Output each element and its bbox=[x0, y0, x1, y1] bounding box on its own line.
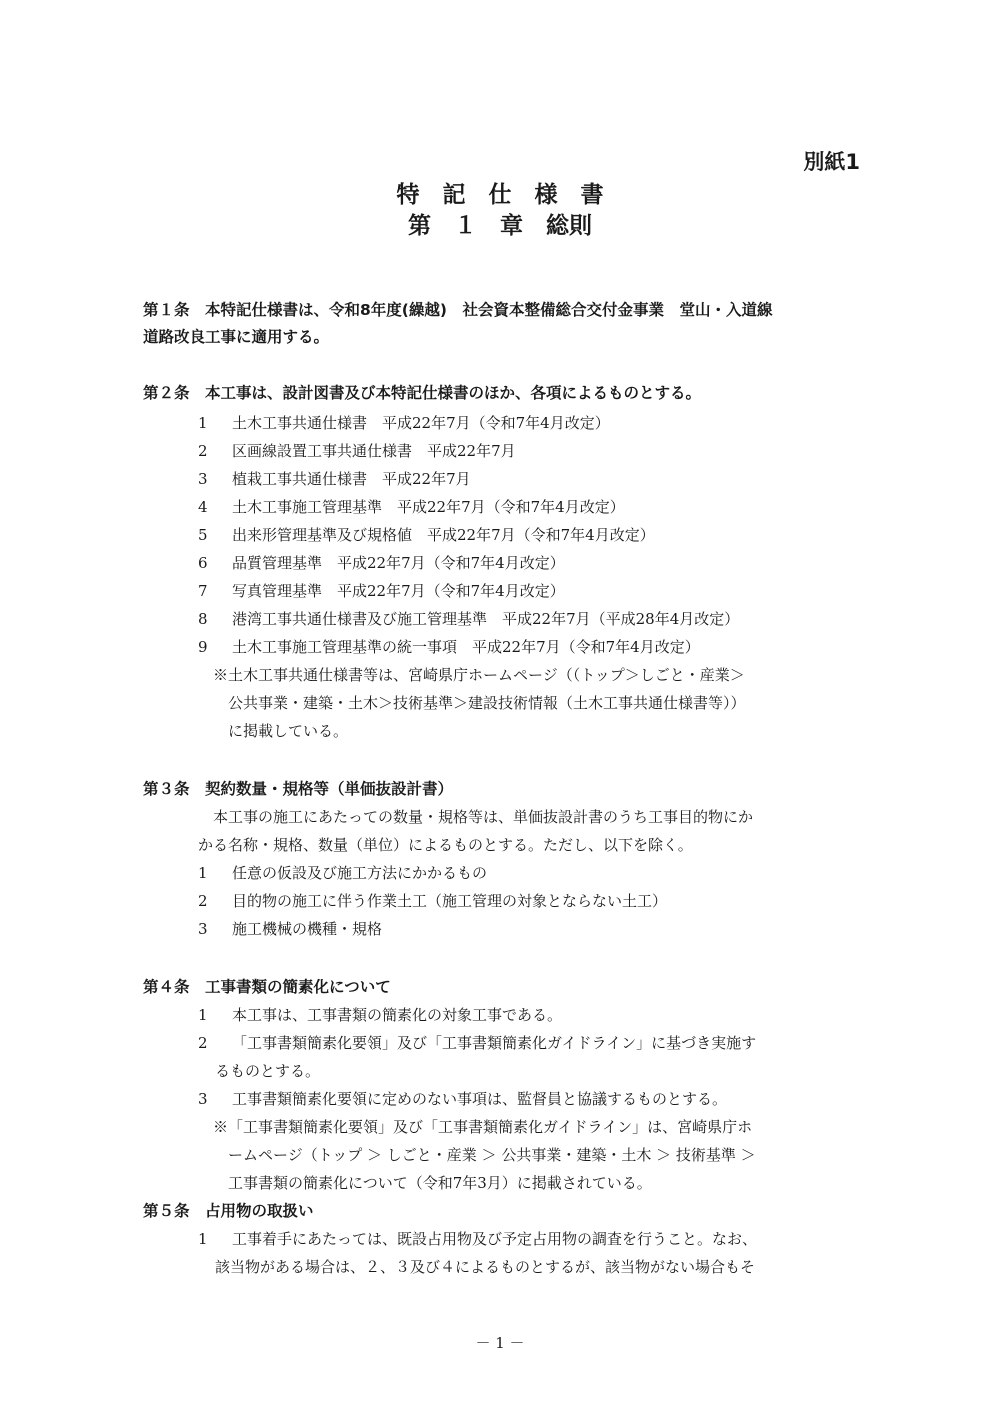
item-number: 1 bbox=[198, 864, 208, 882]
article-2-item bbox=[198, 440, 868, 461]
item-number: 2 bbox=[198, 442, 208, 460]
item-text: 任意の仮設及び施工方法にかかるもの bbox=[232, 864, 488, 882]
item-number: 3 bbox=[198, 920, 208, 938]
article-2-item bbox=[198, 496, 868, 517]
article-4-item bbox=[198, 1032, 868, 1053]
item-number: 3 bbox=[198, 470, 208, 488]
article-4-note-line: 工事書類の簡素化について（令和7年3月）に掲載されている。 bbox=[213, 1174, 652, 1192]
item-text: 港湾工事共通仕様書及び施工管理基準 平成22年7月（平成28年4月改定） bbox=[232, 610, 740, 628]
article-4-note-line: ームページ（トップ ＞ しごと・産業 ＞ 公共事業・建築・土木 ＞ 技術基準 ＞ bbox=[213, 1146, 756, 1164]
article-4-item bbox=[198, 1088, 868, 1109]
item-text: 工事着手にあたっては、既設占用物及び予定占用物の調査を行うこと。なお、 bbox=[232, 1230, 758, 1248]
item-text: 植栽工事共通仕様書 平成22年7月 bbox=[232, 470, 471, 488]
article-3-paragraph-line: かる名称・規格、数量（単位）によるものとする。ただし、以下を除く。 bbox=[198, 836, 693, 854]
item-number: 5 bbox=[198, 526, 208, 544]
article-3-paragraph-line: 本工事の施工にあたっての数量・規格等は、単価抜設計書のうち工事目的物にか bbox=[213, 808, 754, 826]
item-number: 2 bbox=[198, 1034, 208, 1052]
article-5-item-continuation: 該当物がある場合は、２、３及び４によるものとするが、該当物がない場合もそ bbox=[215, 1258, 756, 1276]
item-number: 7 bbox=[198, 582, 208, 600]
article-3-item bbox=[198, 862, 868, 883]
item-text: 土木工事施工管理基準の統一事項 平成22年7月（令和7年4月改定） bbox=[232, 638, 700, 656]
page-number: － 1 － bbox=[475, 1334, 525, 1352]
article-2-heading: 第２条 本工事は、設計図書及び本特記仕様書のほか、各項によるものとする。 bbox=[143, 384, 702, 402]
chapter-title: 第 １ 章 総則 bbox=[408, 213, 592, 239]
article-2-item bbox=[198, 468, 868, 489]
article-2-item bbox=[198, 552, 868, 573]
article-2-note-line: ※土木工事共通仕様書等は、宮崎県庁ホームページ（（トップ＞しごと・産業＞ bbox=[213, 666, 745, 684]
item-text: 目的物の施工に伴う作業土工（施工管理の対象とならない土工） bbox=[232, 892, 668, 910]
item-number: 9 bbox=[198, 638, 208, 656]
item-number: 1 bbox=[198, 414, 208, 432]
item-number: 4 bbox=[198, 498, 208, 516]
annex-label: 別紙1 bbox=[803, 150, 860, 174]
item-text: 品質管理基準 平成22年7月（令和7年4月改定） bbox=[232, 554, 565, 572]
item-number: 3 bbox=[198, 1090, 208, 1108]
article-3-item bbox=[198, 918, 868, 939]
item-text: 区画線設置工事共通仕様書 平成22年7月 bbox=[232, 442, 516, 460]
item-text: 写真管理基準 平成22年7月（令和7年4月改定） bbox=[232, 582, 565, 600]
item-text: 「工事書類簡素化要領」及び「工事書類簡素化ガイドライン」に基づき実施す bbox=[232, 1034, 757, 1052]
article-5-heading: 第５条 占用物の取扱い bbox=[143, 1202, 314, 1220]
article-3-heading: 第３条 契約数量・規格等（単価抜設計書） bbox=[143, 780, 454, 798]
item-number: 1 bbox=[198, 1006, 208, 1024]
article-3-item bbox=[198, 890, 868, 911]
item-text: 工事書類簡素化要領に定めのない事項は、監督員と協議するものとする。 bbox=[232, 1090, 728, 1108]
article-4-heading: 第４条 工事書類の簡素化について bbox=[143, 978, 391, 996]
item-text: 本工事は、工事書類の簡素化の対象工事である。 bbox=[232, 1006, 563, 1024]
article-4-item bbox=[198, 1004, 868, 1025]
article-2-item bbox=[198, 412, 868, 433]
article-2-item bbox=[198, 524, 868, 545]
item-text: 土木工事施工管理基準 平成22年7月（令和7年4月改定） bbox=[232, 498, 625, 516]
article-4-item-continuation: るものとする。 bbox=[215, 1062, 321, 1080]
article-2-note-line: 公共事業・建築・土木＞技術基準＞建設技術情報（土木工事共通仕様書等）） bbox=[213, 694, 746, 712]
article-2-item bbox=[198, 580, 868, 601]
item-number: 6 bbox=[198, 554, 208, 572]
article-2-item bbox=[198, 636, 868, 657]
item-number: 2 bbox=[198, 892, 208, 910]
article-2-note-line: に掲載している。 bbox=[213, 722, 349, 740]
item-text: 出来形管理基準及び規格値 平成22年7月（令和7年4月改定） bbox=[232, 526, 655, 544]
article-4-note-line: ※「工事書類簡素化要領」及び「工事書類簡素化ガイドライン」は、宮崎県庁ホ bbox=[213, 1118, 753, 1136]
item-number: 8 bbox=[198, 610, 208, 628]
article-1-line-2: 道路改良工事に適用する。 bbox=[143, 328, 330, 346]
article-1-line-1: 第１条 本特記仕様書は、令和8年度(繰越) 社会資本整備総合交付金事業 堂山・入道線 bbox=[143, 301, 773, 319]
item-number: 1 bbox=[198, 1230, 208, 1248]
document-title: 特 記 仕 様 書 bbox=[396, 182, 604, 208]
item-text: 施工機械の機種・規格 bbox=[232, 920, 383, 938]
article-2-item bbox=[198, 608, 868, 629]
item-text: 土木工事共通仕様書 平成22年7月（令和7年4月改定） bbox=[232, 414, 610, 432]
article-5-item bbox=[198, 1228, 868, 1249]
